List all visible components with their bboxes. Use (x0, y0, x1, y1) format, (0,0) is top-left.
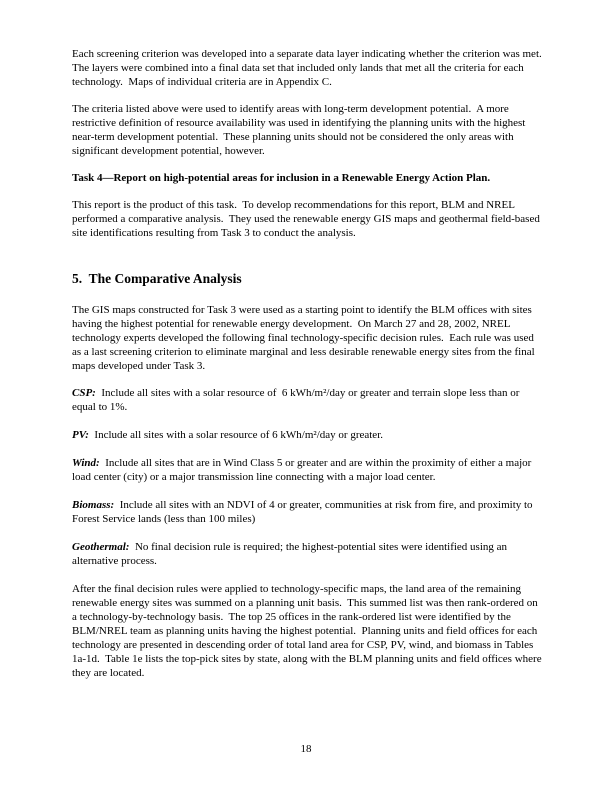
decision-rule-biomass (72, 498, 542, 526)
para-screening-layers: Each screening criterion was developed into a separate data layer indicating whether the criterion was met. The layers were combined into a final data set that included only lands that met all the criteria for each technology. Maps of individual criteria are in Appendix C. (72, 48, 548, 88)
page-content (72, 47, 548, 693)
page-number: 18 (300, 743, 312, 755)
para-report-product: This report is the product of this task. To develop recommendations for this report, BLM and NREL performed a comparative analysis. They used the renewable energy GIS maps and geothermal field-based site identifications resulting from Task 3 to conduct the analysis. (72, 199, 543, 239)
para-criteria-long-term: The criteria listed above were used to identify areas with long-term development potential. A more restrictive definition of resource availability was used in identifying the planning units with the highest near-term development potential. These planning units should not be considered the only areas with significant development potential, however. (72, 103, 529, 157)
rule-text-geothermal: No final decision rule is required; the highest-potential sites were identified using an alternative process. (72, 541, 510, 567)
rule-term-geothermal: Geothermal: (72, 541, 130, 553)
rule-term-csp: CSP: (72, 387, 96, 399)
rule-term-wind: Wind: (72, 457, 100, 469)
decision-rule-wind (72, 456, 542, 484)
decision-rule-csp (72, 386, 542, 414)
para-gis-maps: The GIS maps constructed for Task 3 were used as a starting point to identify the BLM offices with sites having the highest potential for renewable energy development. On March 27 and 28, 2002, NREL technology experts developed the following final technology-specific decision rules. Each rule was used as a last screening criterion to eliminate marginal and less desirable renewable energy sites from the final maps developed under Task 3. (72, 304, 538, 372)
rule-text-pv: Include all sites with a solar resource of 6 kWh/m²/day or greater. (88, 429, 383, 441)
rule-text-csp: Include all sites with a solar resource of 6 kWh/m²/day or greater and terrain slope less than or equal to 1%. (72, 387, 523, 413)
rule-term-biomass: Biomass: (72, 499, 115, 511)
rule-text-wind: Include all sites that are in Wind Class 5 or greater and are within the proximity of either a major load center (city) or a major transmission line connecting with a major load center. (72, 457, 535, 483)
para-final-rules-summary: After the final decision rules were applied to technology-specific maps, the land area of the remaining renewable energy sites was summed on a planning unit basis. This summed list was then rank-ordered on a technology-by-technology basis. The top 25 offices in the rank-ordered list were identified by the BLM/NREL team as planning units having the highest potential. Planning units and field offices for each technology are presented in descending order of total land area for CSP, PV, wind, and biomass in Tables 1a-1d. Table 1e lists the top-pick sites by state, along with the BLM planning units and field offices where they are located. (72, 583, 545, 679)
section-5-heading: 5. The Comparative Analysis (72, 271, 242, 286)
rule-text-biomass: Include all sites with an NDVI of 4 or greater, communities at risk from fire, and proximity to Forest Service lands (less than 100 miles) (72, 499, 536, 525)
decision-rule-pv (72, 428, 542, 442)
decision-rule-geothermal (72, 540, 542, 568)
task4-heading: Task 4—Report on high-potential areas for inclusion in a Renewable Energy Action Plan. (72, 172, 491, 184)
rule-term-pv: PV: (72, 429, 89, 441)
